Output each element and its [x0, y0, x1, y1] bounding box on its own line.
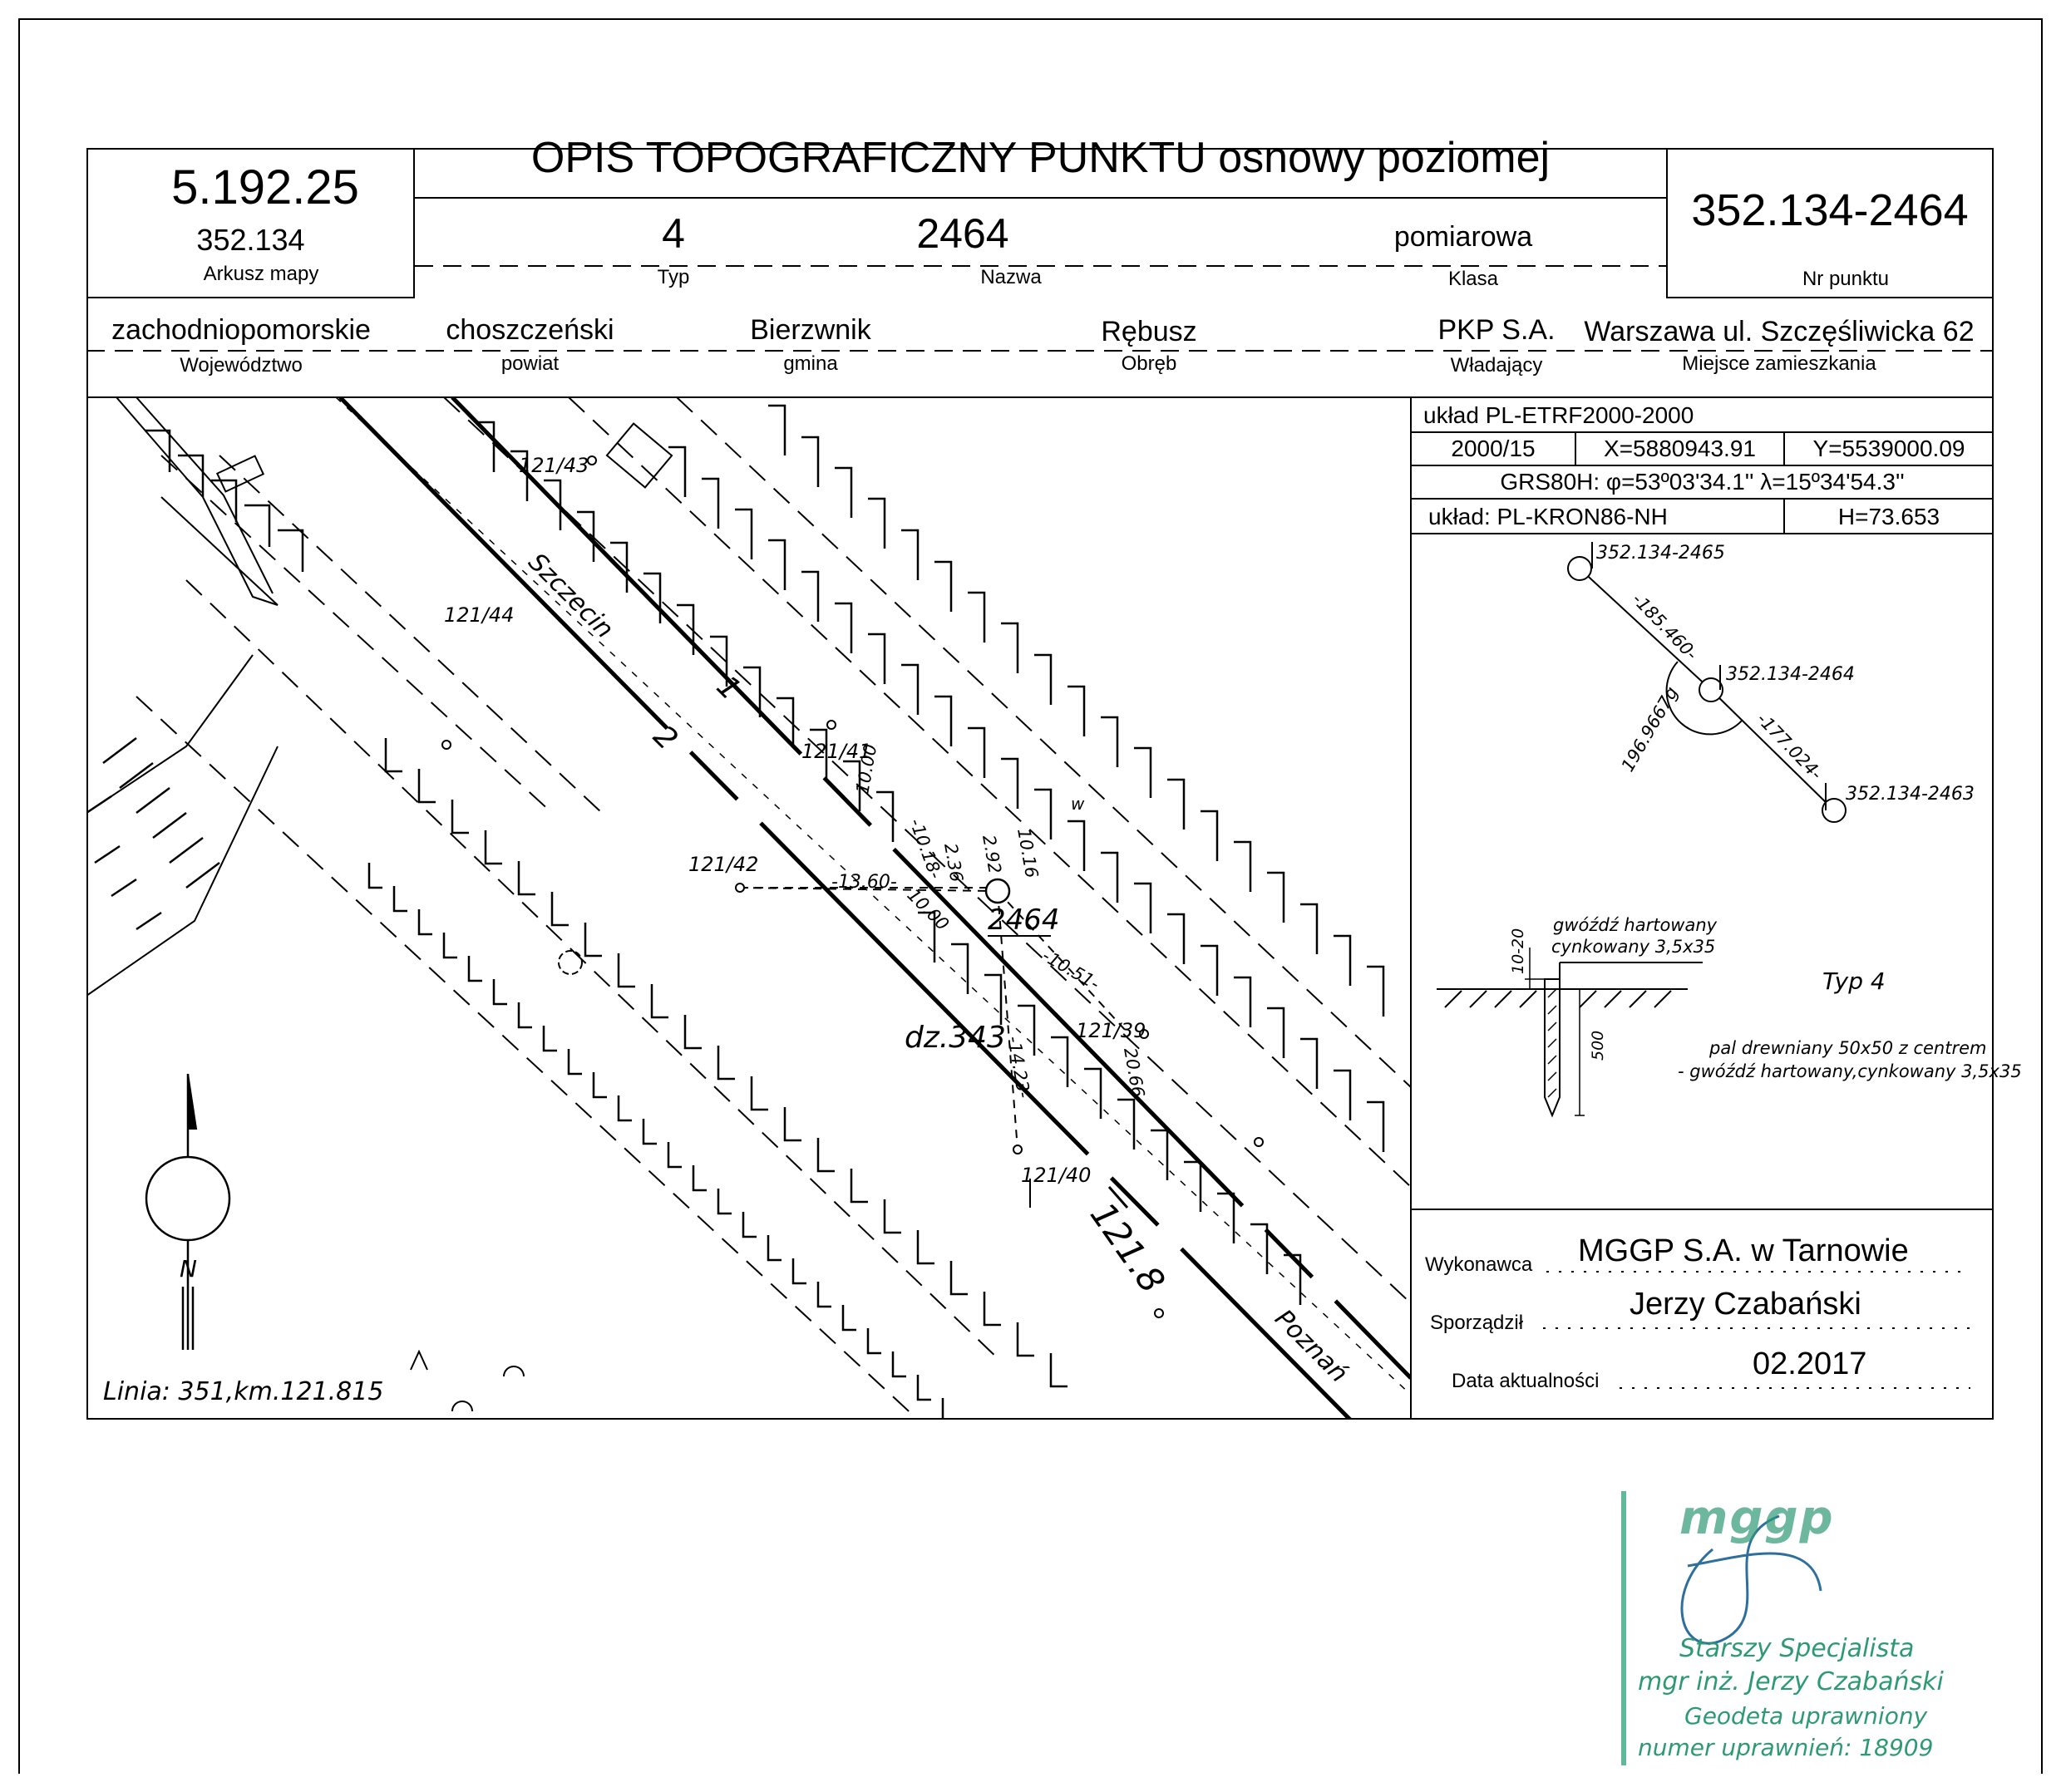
sheet-label: Arkusz mapy [203, 263, 319, 285]
map-area [86, 397, 1411, 1420]
residence-label: Miejsce zamieszkania [1682, 352, 1876, 375]
point-2464-label: 2464 [988, 903, 1060, 937]
coord-zone: 2000/15 [1451, 436, 1536, 461]
commune-label: gmina [783, 352, 838, 375]
voivodeship-label: Województwo [180, 354, 303, 377]
coord-grs: GRS80H: φ=53º03'34.1'' λ=15º34'54.3'' [1500, 469, 1905, 495]
coord-height-system: układ: PL-KRON86-NH [1428, 504, 1668, 529]
sketch-dist-north: -185.460- [1628, 588, 1702, 664]
nail-label-2: cynkowany 3,5x35 [1551, 937, 1716, 957]
name-label: Nazwa [980, 266, 1042, 288]
parcel-label: dz.343 [905, 1021, 1006, 1055]
coord-y: Y=5539000.09 [1812, 436, 1965, 461]
contractor-label: Wykonawca [1425, 1253, 1533, 1276]
county-value: choszczeński [446, 314, 614, 346]
dim-depth: 500 [1589, 1030, 1607, 1061]
official-stamp [1613, 1491, 1944, 1774]
svg-text:10.16: 10.16 [1013, 826, 1043, 880]
access-road [86, 397, 672, 996]
svg-text:-13.60-: -13.60- [831, 872, 897, 893]
name-value: 2464 [916, 210, 1009, 257]
contractor-value: MGGP S.A. w Tarnowie [1578, 1233, 1909, 1268]
sketch-label-north: 352.134-2465 [1596, 543, 1725, 564]
track-2-label: 2 [646, 719, 684, 757]
svg-text:121/43: 121/43 [519, 454, 589, 477]
owner-label: Władający [1450, 354, 1543, 377]
coord-height: H=73.653 [1837, 504, 1940, 529]
embankment-teeth-lower [86, 431, 1067, 1420]
date-label: Data aktualności [1452, 1370, 1600, 1392]
type-value: 4 [662, 210, 685, 257]
embankment-hatch-upper [336, 397, 1411, 1395]
stamp-license: numer uprawnień: 18909 [1638, 1734, 1934, 1761]
svg-text:121/40: 121/40 [1021, 1164, 1092, 1187]
control-point-2464 [986, 879, 1009, 903]
type-label: Typ [657, 266, 690, 288]
svg-text:10.00: 10.00 [852, 742, 881, 795]
label-poznan: Poznań [1269, 1303, 1353, 1389]
precinct-label: Obręb [1121, 352, 1177, 375]
stamp-role: Starszy Specjalista [1679, 1634, 1915, 1663]
sketch-label-center: 352.134-2464 [1726, 664, 1855, 685]
sheet-main-number: 5.192.25 [171, 160, 359, 214]
commune-value: Bierzwnik [750, 314, 871, 346]
sketch-point-north [1568, 557, 1591, 580]
sketch-point-center [1699, 678, 1723, 702]
svg-text:121/41: 121/41 [801, 740, 872, 763]
class-value: pomiarowa [1393, 221, 1533, 253]
svg-text:-10.18-: -10.18- [905, 815, 946, 882]
line-note: Linia: 351,km.121.815 [103, 1377, 384, 1406]
coord-system: układ PL-ETRF2000-2000 [1423, 402, 1694, 428]
sketch-dist-south: -177.024- [1753, 708, 1827, 784]
svg-text:-10.51-: -10.51- [1038, 945, 1103, 994]
post-description-2: - gwóźdź hartowany,cynkowany 3,5x35 [1678, 1061, 2022, 1081]
sketch-angle: 196.9667g [1617, 683, 1683, 775]
stamp-qualification: Geodeta uprawniony [1684, 1702, 1928, 1730]
label-szczecin: Szczecin [522, 547, 619, 645]
author-label: Sporządził [1430, 1312, 1524, 1334]
track-1 [452, 397, 1411, 1378]
north-arrow [146, 1074, 229, 1350]
north-letter: N [180, 1255, 197, 1282]
date-value: 02.2017 [1753, 1346, 1867, 1381]
track-2 [340, 397, 1350, 1420]
svg-text:10.00: 10.00 [903, 884, 953, 935]
document-title: OPIS TOPOGRAFICZNY PUNKTU osnowy poziomej [530, 134, 1551, 182]
svg-text:w: w [1071, 794, 1085, 814]
track-1-label: 1 [709, 669, 747, 707]
point-number: 352.134-2464 [1691, 185, 1969, 235]
county-label: powiat [500, 352, 560, 375]
svg-text:121/39: 121/39 [1076, 1019, 1146, 1042]
residence-value: Warszawa ul. Szczęśliwicka 62 [1584, 316, 1975, 347]
sketch-label-south: 352.134-2463 [1846, 784, 1975, 805]
svg-text:20.66: 20.66 [1120, 1046, 1149, 1100]
author-value: Jerzy Czabański [1630, 1287, 1861, 1322]
svg-text:121/44: 121/44 [444, 603, 515, 627]
svg-text:-14.23-: -14.23- [1003, 1034, 1034, 1100]
nail-label-1: gwóźdź hartowany [1553, 915, 1718, 935]
svg-text:2.36: 2.36 [940, 841, 967, 884]
point-number-label: Nr punktu [1802, 268, 1890, 290]
coord-x: X=5880943.91 [1604, 436, 1756, 461]
class-label: Klasa [1447, 268, 1499, 290]
dim-top: 10-20 [1509, 928, 1527, 974]
post-description-1: pal drewniany 50x50 z centrem [1709, 1038, 1987, 1058]
stamp-name: mgr inż. Jerzy Czabański [1638, 1667, 1944, 1696]
type-caption: Typ 4 [1822, 967, 1886, 995]
sheet-sub-number: 352.134 [196, 223, 305, 257]
voivodeship-value: zachodniopomorskie [111, 314, 371, 346]
svg-text:2.92: 2.92 [979, 833, 1005, 875]
svg-text:121/42: 121/42 [688, 853, 759, 876]
stamp-logo: mggp [1679, 1491, 1835, 1545]
km-post-label: 121.8 [1082, 1194, 1173, 1301]
owner-value: PKP S.A. [1437, 314, 1556, 346]
precinct-value: Rębusz [1101, 316, 1197, 347]
